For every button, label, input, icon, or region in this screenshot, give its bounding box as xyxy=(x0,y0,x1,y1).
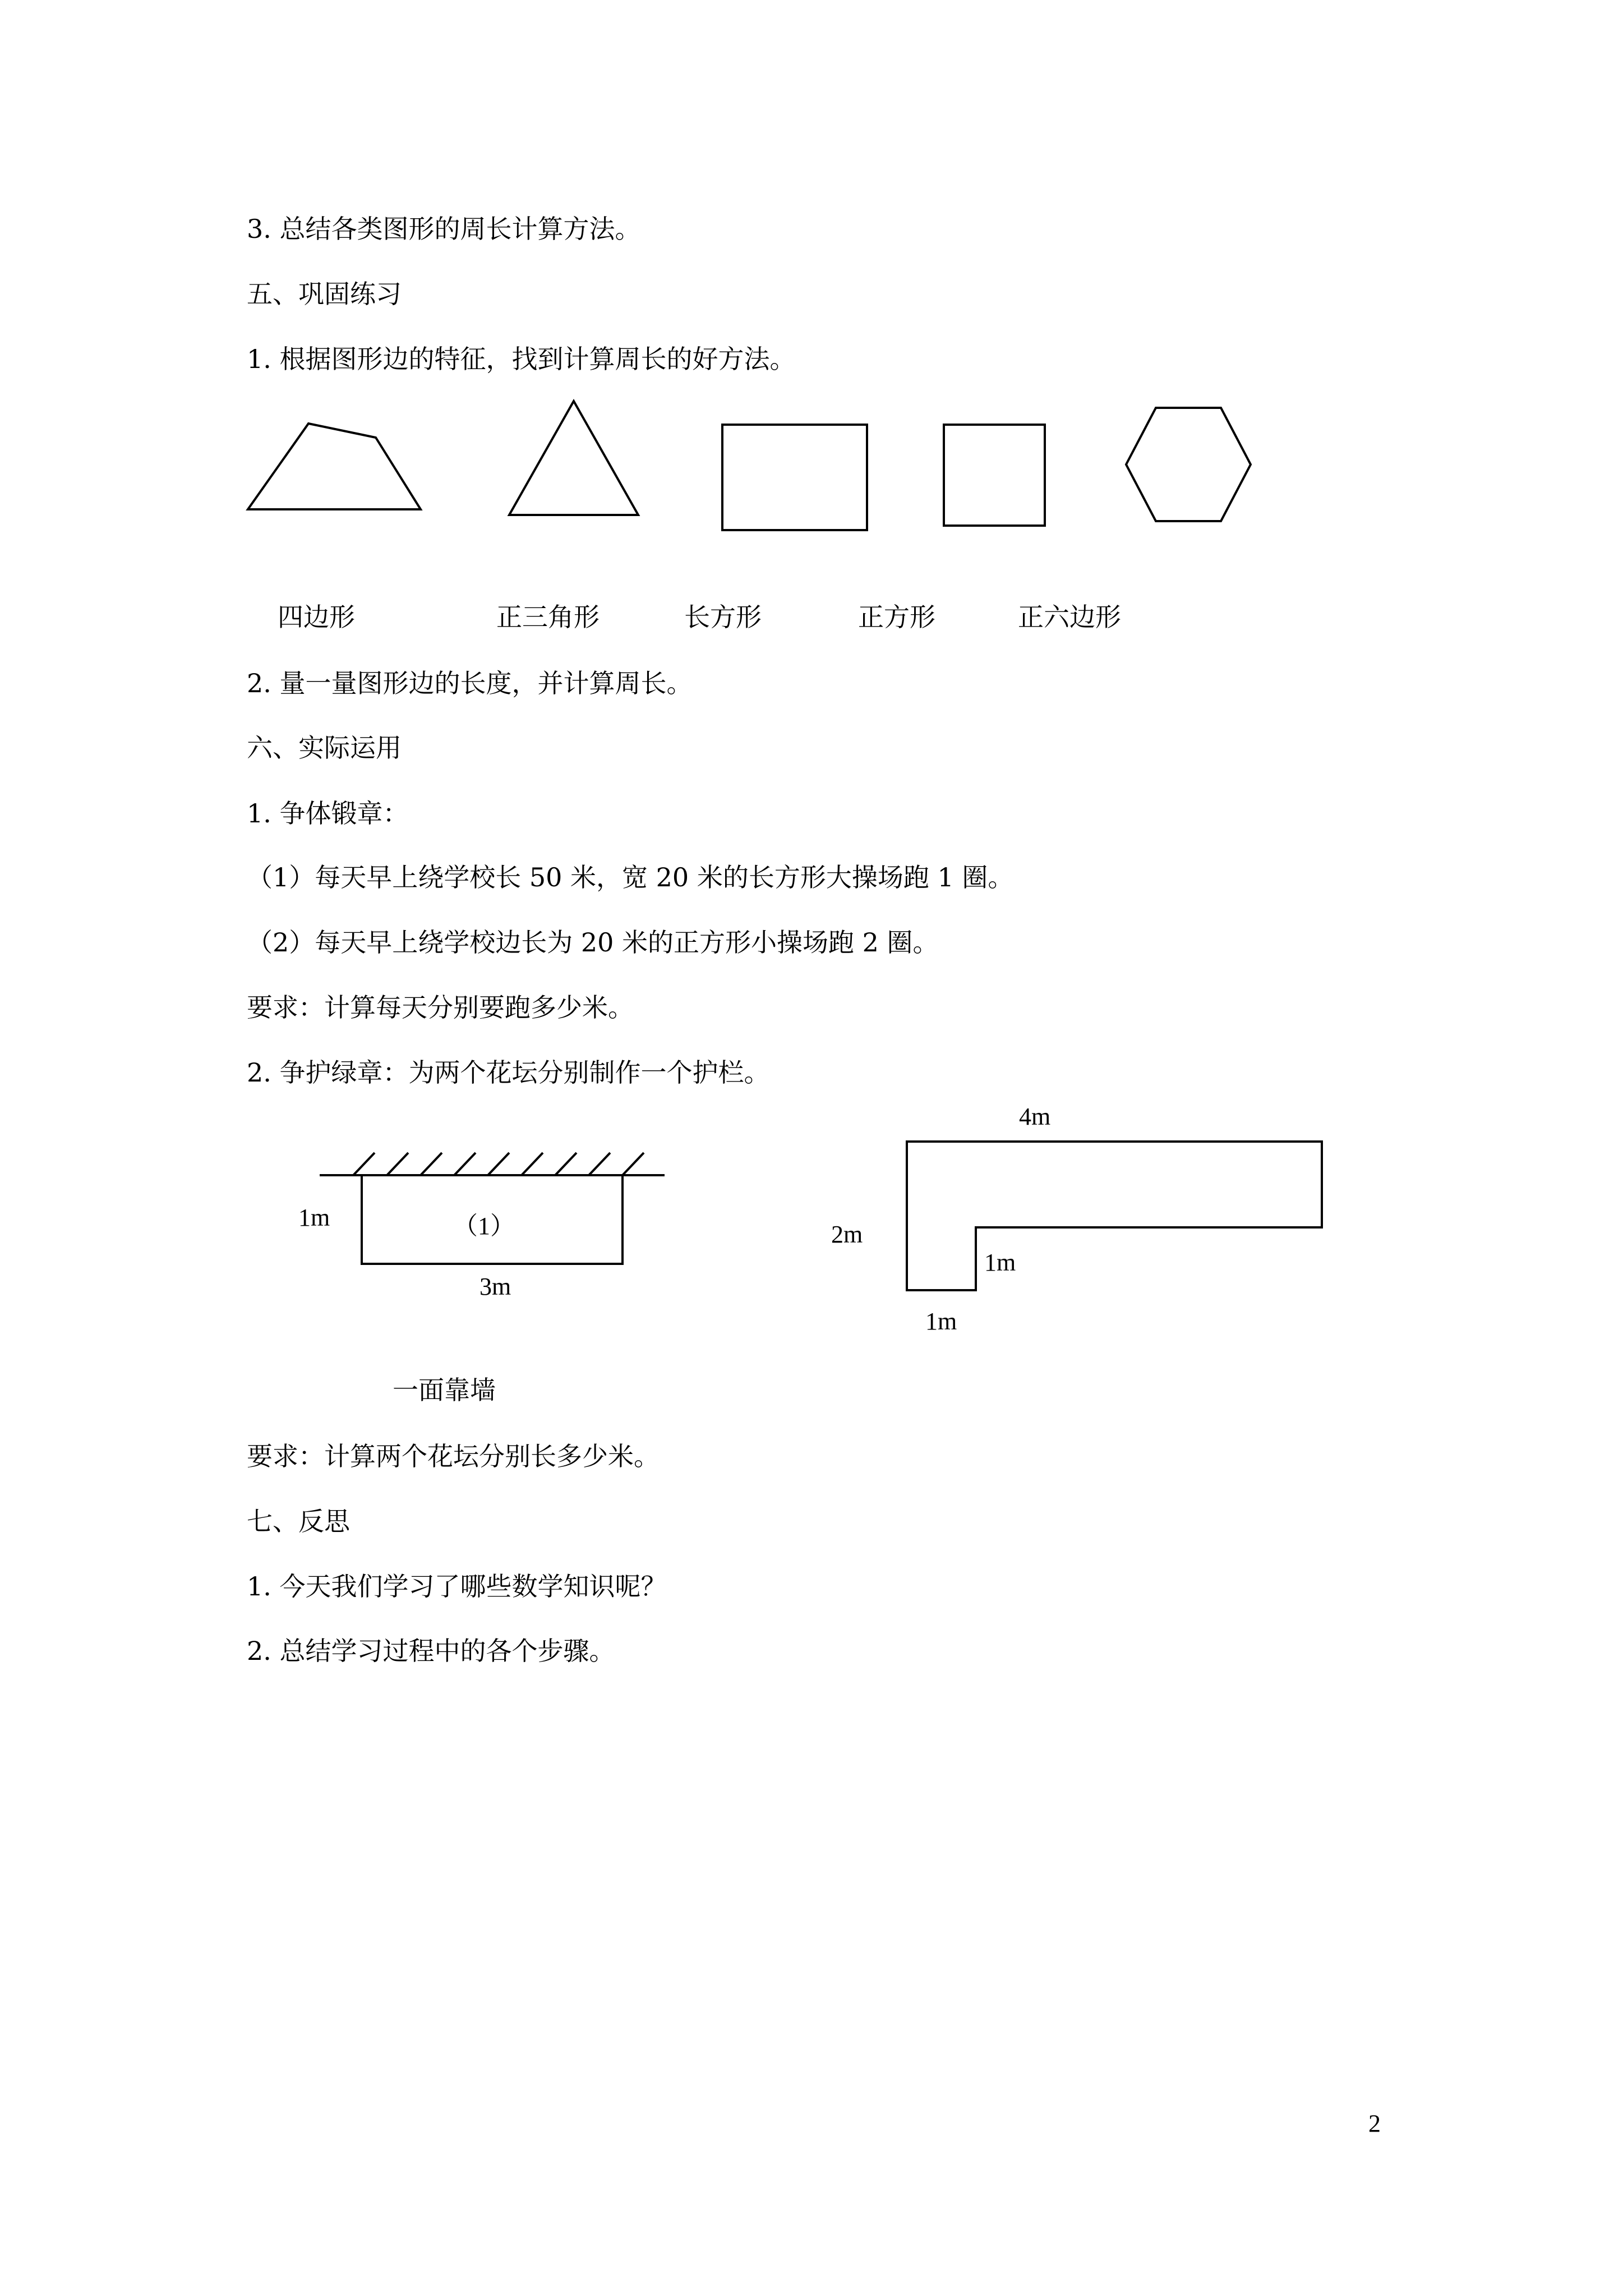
text-line-green-badge: 2. 争护绿章：为两个花坛分别制作一个护栏。 xyxy=(247,1057,770,1088)
section-heading-practice: 五、巩固练习 xyxy=(247,279,402,309)
garden1-bottom-length: 3m xyxy=(479,1273,511,1300)
caption-quadrilateral: 四边形 xyxy=(278,602,355,632)
text-line-reflection-1: 1. 今天我们学习了哪些数学知识呢？ xyxy=(247,1571,667,1602)
text-line-reflection-2: 2. 总结学习过程中的各个步骤。 xyxy=(247,1636,615,1666)
hexagon-shape xyxy=(1126,408,1251,521)
caption-hexagon: 正六边形 xyxy=(1018,602,1121,632)
garden2-left-length: 2m xyxy=(831,1221,863,1248)
garden2-top-length: 4m xyxy=(1019,1103,1051,1130)
square-shape xyxy=(944,425,1045,526)
text-line-exercise-2: 2. 量一量图形边的长度，并计算周长。 xyxy=(247,668,693,698)
caption-triangle: 正三角形 xyxy=(496,602,600,632)
text-line-requirement-1: 要求：计算每天分别要跑多少米。 xyxy=(247,992,634,1023)
caption-square: 正方形 xyxy=(858,602,935,632)
section-heading-reflection: 七、反思 xyxy=(247,1506,350,1536)
quadrilateral-shape xyxy=(248,424,421,509)
section-heading-application: 六、实际运用 xyxy=(247,733,402,763)
text-line-summary-methods: 3. 总结各类图形的周长计算方法。 xyxy=(247,214,641,244)
wall-hatching xyxy=(353,1153,644,1175)
garden2-bottom-length: 1m xyxy=(925,1308,957,1335)
garden1-label: （1） xyxy=(453,1212,515,1240)
text-line-fitness-badge: 1. 争体锻章： xyxy=(247,798,409,829)
text-line-exercise-1: 1. 根据图形边的特征，找到计算周长的好方法。 xyxy=(247,344,796,374)
garden1-side-length: 1m xyxy=(298,1204,330,1231)
triangle-shape xyxy=(509,401,638,515)
text-line-requirement-2: 要求：计算两个花坛分别长多少米。 xyxy=(247,1441,660,1471)
garden2-inner-length: 1m xyxy=(984,1249,1016,1276)
page-number: 2 xyxy=(1368,2110,1381,2137)
caption-rectangle: 长方形 xyxy=(684,602,762,632)
text-line-big-field: （1）每天早上绕学校长 50 米，宽 20 米的长方形大操场跑 1 圈。 xyxy=(247,862,1014,892)
garden2-outline xyxy=(907,1142,1322,1290)
rectangle-shape xyxy=(722,425,867,530)
garden1-caption: 一面靠墙 xyxy=(393,1375,496,1405)
text-line-small-field: （2）每天早上绕学校边长为 20 米的正方形小操场跑 2 圈。 xyxy=(247,927,939,958)
